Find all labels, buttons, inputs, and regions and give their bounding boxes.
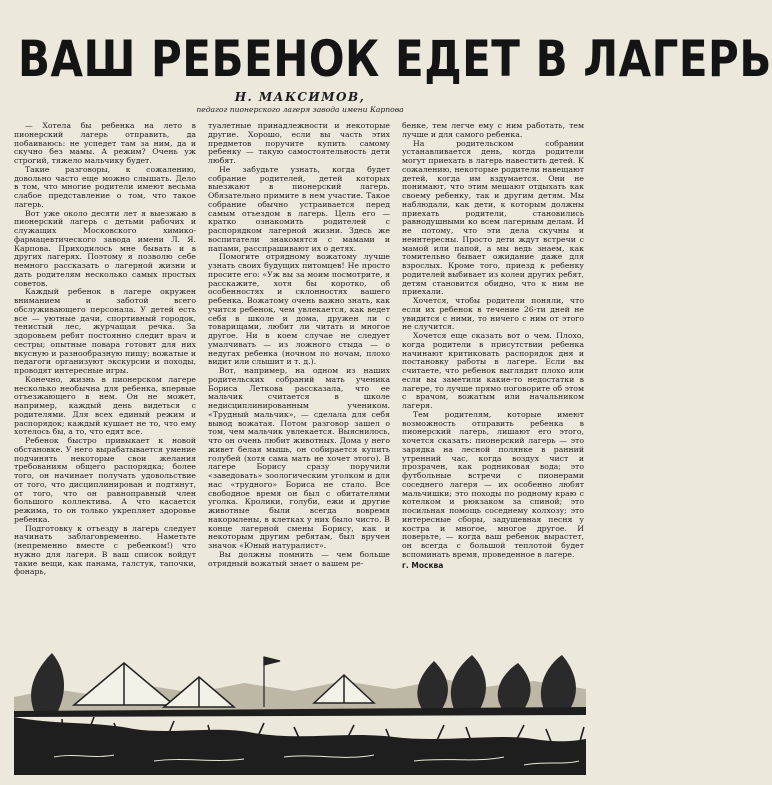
tree — [451, 655, 486, 709]
paragraph: Тем родителям, которые имеют возможность отправить ребенка в пионерский лагерь, лишают его этого, хочется сказать: пионерский лагерь — это зарядка на лесной полянке в ранний утренний час, когда воздух чист и прозрачен, как родниковая вода; это футбольные встречи с пионерами соседнего лагеря — их особенно любят мальчишки; это походы по родному краю с котелком и рюкзаком за спиной; это посильная помощь соседнему колхозу; это интересные сборы, задушевная песня у костра и многое, многое другое. И поверьте, — когда ваш ребенок вырастет, он всегда с большой теплотой будет вспоминать время, проведенное в лагере. — [402, 409, 584, 559]
article-title: ВАШ РЕБЕНОК ЕДЕТ В ЛАГЕРЬ — [18, 30, 772, 88]
place-signature: г. Москва — [402, 560, 444, 570]
camp-illustration — [14, 645, 586, 775]
tree — [498, 663, 531, 709]
text-column-1 — [14, 122, 196, 577]
tree — [541, 655, 576, 709]
paragraph: Хочется еще сказать вот о чем. Плохо, когда родители в присутствии ребенка начинают критиковать распорядок дня и постановку работы в лагере. Если вы считаете, что ребенок выглядит плохо или если вы заметили какие-то недостатки в лагере, то лучше прямо поговорите об этом с врачом, вожатым или начальником лагеря. — [402, 331, 584, 410]
paragraph: — Хотела бы ребенка на лето в пионерский лагерь отправить, да побаиваюсь: не успедет там за ним, да и скучно без мамы. А режим? Очень уж строгий, тяжело мальчику будет. — [14, 121, 196, 165]
paragraph: туалетные принадлежности и некоторые другие. Хорошо, если вы часть этих предметов поручите купить самому ребенку — такую самостоятельность дети любят. — [208, 121, 390, 165]
paragraph: Подготовку к отъезду в лагерь следует начинать заблаговременно. Наметьте (непременно вместе с ребенком!) что нужно для лагеря. В ваш список войдут такие вещи, как панама, галстук, тапочки, фонарь, — [14, 523, 196, 577]
author-role: педагог пионерского лагеря завода имени Карпова — [196, 105, 404, 114]
paragraph: Конечно, жизнь в пионерском лагере несколько необычна для ребенка, впервые отъезжающего в нем. Он не может, например, каждый день видеться с родителями. Для всех единый режим и распорядок; каждый кушает не то, что ему хотелось бы, а то, что едят все. — [14, 374, 196, 437]
tree — [31, 653, 64, 711]
text-column-2 — [208, 122, 390, 568]
paragraph: Каждый ребенок в лагере окружен вниманием и заботой всего обслуживающего персонала. У детей есть все — уютные дачи, спортивный городок, тенистый лес, журчащая речка. За здоровьем ребят постоянно следит врач и сестры; опытные повара готовят для них вкусную и разнообразную пищу; вожатые и педагоги организуют экскурсии и походы, проводят интересные игры. — [14, 287, 196, 375]
text-column-3 — [402, 122, 584, 570]
paragraph: На родительском собрании устанавливается день, когда родители могут приехать в лагерь навестить детей. К сожалению, некоторые родители навещают детей, когда им вздумается. Они не понимают, что этим мешают отдыхать как своему ребенку, так и другим детям. Мы наблюдали, как дети, к которым должны приехать родители, становились равнодушными ко всем лагерным делам. И не потому, что эти дела скучны и неинтересны. Просто дети ждут встречи с мамой или папой, а мы ведь знаем, как томительно бывает ожидание даже для взрослых. Кроме того, приезд к ребенку родителей выбивает из колеи других ребят, детям становится обидно, что к ним не приехали. — [402, 138, 584, 297]
author-name: Н. МАКСИМОВ, — [234, 90, 366, 104]
paragraph: Хочется, чтобы родители поняли, что если их ребенок в течение 26-ти дней не увидится с ними, то ничего с ним от этого не случится. — [402, 296, 584, 332]
paragraph: Вот уже около десяти лет я выезжаю в пионерский лагерь с детьми рабочих и служащих Московского химико-фармацевтического завода имени Л. Я. Карпова. Приходилось мне бывать и в других лагерях. Поэтому я позволю себе немного рассказать о лагерной жизни и дать родителям несколько самых простых советов. — [14, 208, 196, 288]
paragraph: Ребенок быстро привыкает к новой обстановке. У него вырабатывается умение подчинять некоторые свои желания требованиям общего распорядка; более того, он начинает получать удовольствие от того, что дисциплинирован и подтянут, от того, что он равноправный член большого коллектива. А что касается режима, то он только укрепляет здоровье ребенка. — [14, 436, 196, 524]
paragraph: Не забудьте узнать, когда будет собрание родителей, детей которых выезжают в пионерский лагерь. Обязательно примите в нем участие. Такое собрание обычно устраивается перед самым отъездом в лагерь. Цель его — кратко ознакомить родителей с распорядком лагерной жизни. Здесь же воспитатели знакомятся с мамами и папами, расспрашивают их о детях. — [208, 164, 390, 253]
tree — [417, 661, 448, 709]
paragraph: Помогите отрядному вожатому лучше узнать своих будущих питомцев! Не просто просите его: «Уж вы за моим посмотрите, я расскажите, хотя бы коротко, об особенностях и склонностях вашего ребенка. Вожатому очень важно знать, как учится ребенок, чем увлекается, как ведет себя в школе и дома, дружен ли с товарищами, любит ли читать и многое другое. Ни в коем случае не следует умалчивать — из ложного стыда — о недугах ребенка (ночном по ночам, плохо видит или слышит и т. д.). — [208, 252, 390, 367]
paragraph: Вы должны помнить — чем больше отрядный вожатый знает о вашем ре- — [208, 549, 390, 568]
paragraph: Вот, например, на одном из наших родительских собраний мать ученика Бориса Леткова рассказала, что ее мальчик считается в школе недисциплинированным учеником. «Трудный мальчик», — сделала для себя вывод вожатая. Потом разговор зашел о том, чем мальчик увлекается. Выяснилось, что он очень любит животных. Дома у него живет белая мышь, он собирается купить голубей (хотя сама мать не хочет этого). В лагере Борису сразу поручили «заведовать» зоологическим уголком и для нас «трудного» Бориса не стало. Все свободное время он был с обитателями уголка. Кролики, голуби, ежи и другие животные были всегда вовремя накормлены, в клетках у них было чисто. В конце лагерной смены Борису, как и некоторым другим ребятам, был вручен значок «Юный натуралист». — [208, 366, 390, 550]
paragraph: бенке, тем легче ему с ним работать, тем лучше и для самого ребенка. — [402, 121, 584, 139]
paragraph: Такие разговоры, к сожалению, довольно часто еще можно слышать. Дело в том, что многие родители имеют весьма слабое представление о том, что такое лагерь. — [14, 164, 196, 209]
